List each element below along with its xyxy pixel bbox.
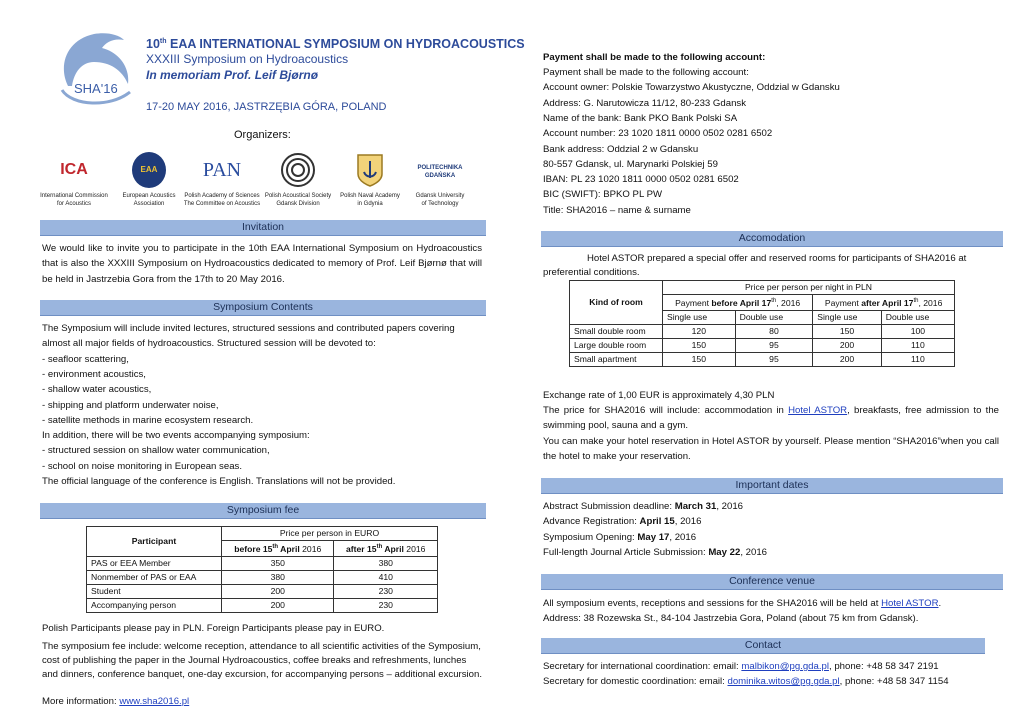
list-item: - seafloor scattering,: [42, 353, 129, 365]
memoriam: In memoriam Prof. Leif Bjørnø: [146, 68, 319, 82]
list-item: Abstract Submission deadline: March 31, 2016: [543, 501, 743, 512]
list-item: Advance Registration: April 15, 2016: [543, 516, 702, 528]
table-row: PAS or EEA Member 350 380: [87, 556, 438, 570]
venue-line: All symposium events, receptions and sessions for the SHA2016 will be held at Hotel ASTOR.: [543, 598, 942, 609]
acc-col-price: Price per person per night in PLN: [663, 281, 955, 295]
payment-line: IBAN: PL 23 1020 1811 0000 0502 0281 6502: [543, 174, 739, 186]
contact-domestic: Secretary for domestic coordination: email: dominika.witos@pg.gda.pl, phone: +48 58 347 1154: [543, 676, 949, 687]
list-item: Full-length Journal Article Submission: May 22, 2016: [543, 546, 767, 558]
invitation-heading: Invitation: [40, 220, 486, 236]
acc-col-single-after: Single use: [813, 310, 882, 324]
venue-hotel-link[interactable]: Hotel ASTOR: [881, 598, 939, 609]
payment-heading: Payment shall be made to the following account:: [543, 52, 766, 63]
fee-col-after: after 15th April 2016: [334, 541, 438, 557]
payment-line: BIC (SWIFT): BPKO PL PW: [543, 189, 663, 201]
table-row: Small double room 120 80 150 100: [570, 324, 955, 338]
acc-col-before: Payment before April 17th, 2016: [663, 295, 813, 311]
organizer-pta: Polish Acoustical Society Gdansk Division: [258, 152, 338, 208]
website-link[interactable]: www.sha2016.pl: [119, 696, 190, 707]
reservation-note: You can make your hotel reservation in Hotel ASTOR by yourself. Please mention “SHA2016”when you call the hotel to make your reservation.: [543, 436, 999, 463]
accommodation-intro: Hotel ASTOR prepared a special offer and reserved rooms for participants of SHA2016 at preferential conditions.: [543, 253, 967, 278]
list-item: Symposium Opening: May 17, 2016: [543, 531, 697, 543]
organizer-eaa: EAA European Acoustics Association: [109, 152, 189, 208]
payment-line: Payment shall be made to the following account:: [543, 67, 749, 78]
sha16-logo: [48, 26, 140, 108]
venue-heading: Conference venue: [541, 574, 1003, 590]
payment-line: 80-557 Gdansk, ul. Marynarki Polskiej 59: [543, 158, 718, 170]
payment-line: Address: G. Narutowicza 11/12, 80-233 Gdansk: [543, 97, 746, 109]
venue-address: Address: 38 Rozewska St., 84-104 Jastrzebia Gora, Poland (about 75 km from Gdansk).: [543, 613, 919, 624]
table-row: Large double room 150 95 200 110: [570, 338, 955, 352]
subtitle: XXXIII Symposium on Hydroacoustics: [146, 52, 349, 66]
ica-logo-icon: ICA: [53, 152, 95, 188]
logo-text: SHA'16: [74, 81, 118, 96]
acc-col-single-before: Single use: [663, 310, 736, 324]
exchange-rate: Exchange rate of 1,00 EUR is approximately 4,30 PLN: [543, 390, 775, 401]
fee-col-participant: Participant: [87, 527, 222, 557]
fee-col-price: Price per person in EURO: [222, 527, 438, 541]
organizer-pan: PAN Polish Academy of Sciences The Committee on Acoustics: [182, 152, 262, 208]
table-row: Student 200 230: [87, 584, 438, 598]
price-includes: The price for SHA2016 will include: accommodation in Hotel ASTOR, breakfasts, free admission to the swimming pool, sauna and a gym.: [543, 405, 999, 432]
organizer-ica: ICA International Commission for Acoustics: [34, 152, 114, 208]
accommodation-heading: Accomodation: [541, 231, 1003, 247]
eaa-logo-icon: EAA: [132, 152, 166, 188]
table-row: Nonmember of PAS or EAA 380 410: [87, 570, 438, 584]
contents-heading: Symposium Contents: [40, 300, 486, 316]
list-item: - school on noise monitoring in European seas.: [42, 460, 242, 472]
more-info: More information: www.sha2016.pl: [42, 696, 190, 707]
fee-table: [86, 526, 438, 613]
dom-email-link[interactable]: dominika.witos@pg.gda.pl: [727, 676, 840, 687]
list-item: - shipping and platform underwater noise,: [42, 399, 219, 411]
naval-academy-icon: [355, 152, 385, 188]
contact-heading: Contact: [541, 638, 985, 654]
list-item: - satellite methods in marine ecosystem research.: [42, 414, 254, 426]
hotel-astor-link[interactable]: Hotel ASTOR: [788, 405, 848, 416]
list-item: The official language of the conference is English. Translations will not be provided.: [42, 476, 396, 487]
acc-col-double-after: Double use: [881, 310, 954, 324]
dates-heading: Important dates: [541, 478, 1003, 494]
table-row: Accompanying person 200 230: [87, 598, 438, 612]
list-item: The Symposium will include invited lectures, structured sessions and contributed papers covering: [42, 323, 455, 334]
acc-col-after: Payment after April 17th, 2016: [813, 295, 955, 311]
fee-includes: The symposium fee include: welcome reception, attendance to all scientific activities of the Symposium, cost of publishing the paper in the Journal Hydroacoustics, coffee breaks and refreshments, lunches and dinners, conference banquet, one-day excursion, for accompanying persons – additional excursion.: [42, 641, 482, 680]
pan-logo-icon: PAN: [202, 159, 242, 181]
dates-place: 17-20 MAY 2016, JASTRZĘBIA GÓRA, POLAND: [146, 101, 387, 113]
acc-col-kind: Kind of room: [570, 281, 663, 325]
organizer-pg: POLITECHNIKA GDAŃSKA Gdansk University of Technology: [400, 152, 480, 208]
organizer-naval: Polish Naval Academy in Gdynia: [330, 152, 410, 208]
list-item: In addition, there will be two events accompanying symposium:: [42, 430, 310, 442]
table-row: Small apartment 150 95 200 110: [570, 352, 955, 366]
page-title: 10th EAA INTERNATIONAL SYMPOSIUM ON HYDROACOUSTICS: [146, 37, 525, 52]
pta-logo-icon: [279, 152, 317, 188]
payment-line: Account owner: Polskie Towarzystwo Akustyczne, Oddzial w Gdansku: [543, 82, 840, 94]
acc-col-double-before: Double use: [735, 310, 813, 324]
fee-note: Polish Participants please pay in PLN. Foreign Participants please pay in EURO.: [42, 623, 385, 634]
accommodation-table: [569, 280, 955, 367]
fee-heading: Symposium fee: [40, 503, 486, 519]
fee-col-before: before 15th April 2016: [222, 541, 334, 557]
intl-email-link[interactable]: malbikon@pg.gda.pl: [741, 661, 829, 672]
list-item: - structured session on shallow water communication,: [42, 445, 270, 457]
list-item: - environment acoustics,: [42, 368, 146, 380]
payment-line: Bank address: Oddzial 2 w Gdansku: [543, 143, 699, 155]
pg-logo-icon: POLITECHNIKA GDAŃSKA: [417, 165, 463, 179]
organizers-label: Organizers:: [234, 129, 291, 141]
payment-line: Account number: 23 1020 1811 0000 0502 0281 6502: [543, 128, 773, 140]
contact-international: Secretary for international coordination: email: malbikon@pg.gda.pl, phone: +48 58 347 2191: [543, 661, 939, 672]
payment-line: Name of the bank: Bank PKO Bank Polski SA: [543, 112, 738, 124]
list-item: almost all major fields of hydroacoustics. Structured session will be devoted to:: [42, 338, 376, 350]
invitation-text: We would like to invite you to participate in the 10th EAA International Symposium on Hydroacoustics that is also the XXXIII Symposium on Hydroacoustics dedicated to memory of Prof. Leif Bjørnø that will be held in Jastrzebia Gora from the 17th to 20 May 2016.: [42, 243, 482, 285]
payment-line: Title: SHA2016 – name & surname: [543, 204, 691, 216]
list-item: - shallow water acoustics,: [42, 384, 152, 396]
